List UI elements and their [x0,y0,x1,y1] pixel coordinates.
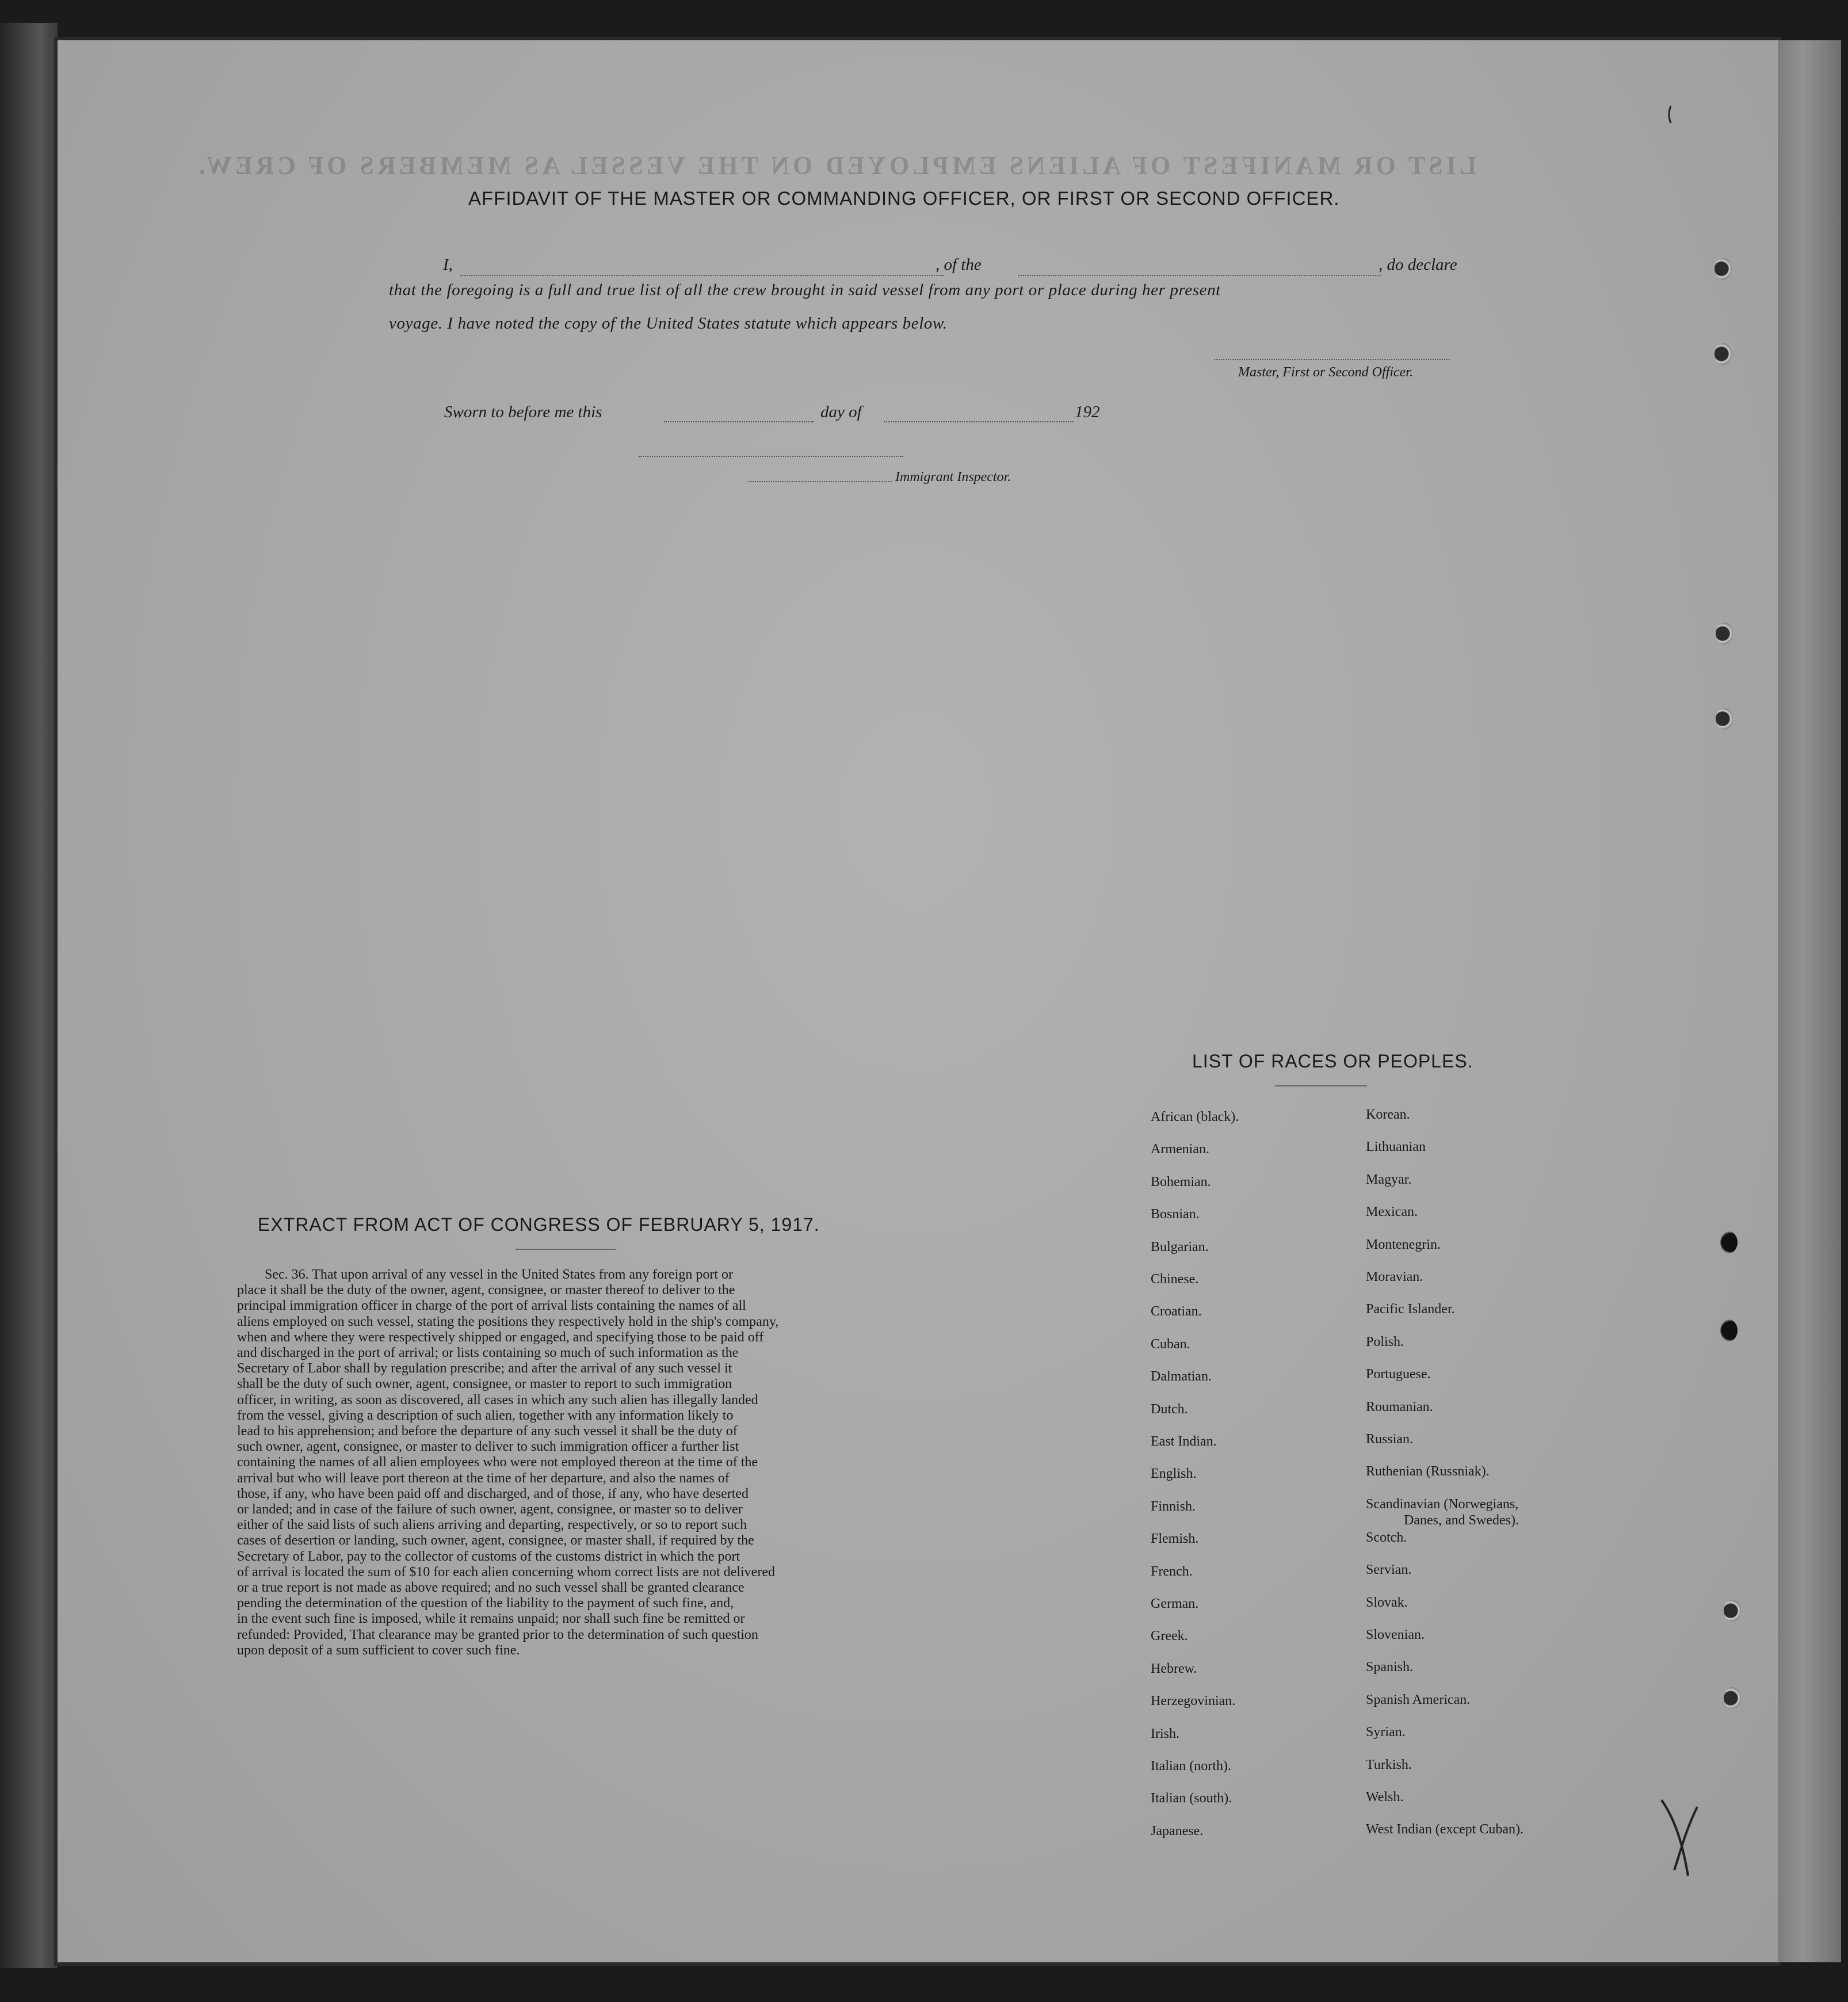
race-item: French. [1151,1564,1193,1579]
race-item: Bohemian. [1151,1174,1211,1189]
affidavit-line1-mid: , of the [936,256,982,274]
inspector-short-line [748,481,892,482]
extract-title: EXTRACT FROM ACT OF CONGRESS OF FEBRUARY 5, 1917. [258,1214,820,1235]
affidavit-line2: that the foregoing is a full and true list of all the crew brought in said vessel from any port or place during her present [389,281,1221,299]
extract-line: or landed; and in case of the failure of such owner, agent, consignee, or master so to deliver [237,1502,743,1517]
race-item: Spanish. [1366,1660,1414,1675]
race-item: Croatian. [1151,1304,1202,1320]
race-item: Ruthenian (Russniak). [1366,1464,1490,1479]
inspector-label: Immigrant Inspector. [895,470,1011,485]
race-item: African (black). [1151,1109,1239,1124]
race-item: Bulgarian. [1151,1239,1209,1254]
extract-line: Secretary of Labor shall by regulation prescribe; and after the arrival of any such vessel it [237,1361,732,1376]
binder-hole [1720,1320,1738,1341]
races-title: LIST OF RACES OR PEOPLES. [1192,1051,1473,1071]
race-item: Magyar. [1366,1172,1412,1187]
race-item: Irish. [1151,1726,1179,1741]
extract-line: from the vessel, giving a description of such alien, together with any information likely to [237,1408,734,1423]
extract-line: Sec. 36. That upon arrival of any vessel in the United States from any foreign port or [265,1267,734,1282]
affidavit-title: AFFIDAVIT OF THE MASTER OR COMMANDING OFFICER, OR FIRST OR SECOND OFFICER. [468,188,1340,209]
race-item: Herzegovinian. [1151,1694,1236,1709]
race-item: Armenian. [1151,1142,1209,1157]
race-item: Moravian. [1366,1269,1423,1284]
affidavit-line3: voyage. I have noted the copy of the United States statute which appears below. [389,314,948,333]
affidavit-line1-start: I, [443,256,453,274]
extract-line: arrival but who will leave port thereon at the time of her departure, and also the names of [237,1470,730,1486]
extract-line: place it shall be the duty of the owner, agent, consignee, or master thereof to deliver to the [237,1283,735,1298]
binder-hole [1715,343,1732,365]
sworn-year: 192 [1075,403,1100,421]
name-blank-line [460,275,944,276]
binder-hole [1724,1600,1741,1622]
race-item: Cuban. [1151,1336,1190,1352]
binder-hole [1716,708,1733,730]
extract-text [237,1267,898,1658]
race-item: Chinese. [1151,1272,1199,1287]
extract-line: either of the said lists of such aliens arriving and departing, respectively, or so to report such [237,1517,747,1533]
extract-line: and discharged in the port of arrival; or lists containing so much of such information as the [237,1345,739,1361]
extract-line: aliens employed on such vessel, stating the positions they respectively hold in the ship's company, [237,1314,779,1329]
extract-body [237,1267,904,1658]
race-item: Pacific Islander. [1366,1302,1455,1317]
race-item: Dalmatian. [1151,1369,1212,1385]
race-item: Scandinavian (Norwegians, [1366,1496,1519,1512]
margin-tick-mark [1663,104,1680,127]
extract-line: upon deposit of a sum sufficient to cover such fine. [237,1642,520,1658]
extract-line: when and where they were respectively shipped or engaged, and specifying those to be paid off [237,1329,764,1345]
race-item: Dutch. [1151,1401,1188,1417]
extract-title-rule [516,1249,616,1250]
race-item: Finnish. [1151,1498,1196,1514]
race-item: Scotch. [1366,1530,1407,1545]
inspector-signature-line [639,456,903,457]
race-item: Russian. [1366,1432,1414,1447]
race-item: English. [1151,1466,1197,1482]
race-item: Slovak. [1366,1595,1408,1610]
race-item: German. [1151,1596,1199,1611]
binder-hole [1715,258,1732,280]
race-item: Portuguese. [1366,1367,1431,1382]
race-item: Flemish. [1151,1531,1199,1547]
left-binding-edge [0,23,58,1968]
sworn-day-line [664,421,814,422]
master-signature-line [1214,359,1450,360]
race-item: East Indian. [1151,1434,1217,1449]
race-item: Korean. [1366,1107,1410,1122]
handwritten-mark [1657,1795,1709,1882]
race-item: West Indian (except Cuban). [1366,1822,1524,1837]
extract-line: refunded: Provided, That clearance may be granted prior to the determination of such question [237,1627,758,1642]
race-item: Bosnian. [1151,1207,1200,1222]
races-title-rule [1275,1085,1367,1086]
race-item: Spanish American. [1366,1692,1471,1707]
race-item: Hebrew. [1151,1661,1197,1676]
race-item: Greek. [1151,1629,1188,1644]
binder-hole [1724,1687,1741,1709]
binder-hole [1720,1231,1738,1253]
race-item: Montenegrin. [1366,1237,1441,1252]
extract-line: such owner, agent, consignee, or master to deliver to such immigration officer a further list [237,1439,739,1455]
extract-line: in the event such fine is imposed, while it remains unpaid; nor shall such fine be remitted or [237,1611,745,1627]
extract-line: shall be the duty of such owner, agent, consignee, or master to report to such immigration [237,1376,732,1392]
extract-line: officer, in writing, as soon as discovered, all cases in which any such alien has illegally landed [237,1392,758,1408]
affidavit-line1-end: , do declare [1379,256,1457,274]
race-item: Slovenian. [1366,1627,1425,1642]
race-item: Japanese. [1151,1823,1204,1839]
sworn-label: Sworn to before me this [444,403,602,421]
extract-line: of arrival is located the sum of $10 for each alien concerning whom correct lists are not delivered [237,1564,775,1580]
race-item: Polish. [1366,1334,1404,1349]
extract-line: pending the determination of the question of the liability to the payment of such fine, and, [237,1596,734,1611]
race-item: Mexican. [1366,1204,1418,1220]
extract-line: those, if any, who have been paid off and discharged, and of those, if any, who have deserted [237,1486,749,1501]
extract-line: lead to his apprehension; and before the departure of any such vessel it shall be the duty of [237,1424,738,1439]
binder-hole [1716,623,1733,645]
race-item: Turkish. [1366,1757,1412,1772]
race-item: Italian (north). [1151,1759,1231,1774]
race-item: Lithuanian [1366,1139,1426,1155]
extract-line: containing the names of all alien employees who were not employed thereon at the time of the [237,1455,758,1470]
race-item: Welsh. [1366,1790,1404,1805]
extract-line: or a true report is not made as above required; and no such vessel shall be granted clearance [237,1580,744,1596]
race-item: Roumanian. [1366,1399,1433,1414]
extract-line: cases of desertion or landing, such owner, agent, consignee, or master shall, if required by the [237,1533,754,1549]
extract-line: Secretary of Labor, pay to the collector of customs of the customs district in which the port [237,1549,740,1564]
race-item: Syrian. [1366,1725,1406,1740]
race-item: Servian. [1366,1562,1412,1578]
right-page-edge [1778,40,1841,1962]
sworn-day-of: day of [820,403,862,421]
race-item: Danes, and Swedes). [1404,1512,1519,1528]
vessel-blank-line [1018,275,1381,276]
master-label: Master, First or Second Officer. [1238,365,1413,380]
bleed-through-header: LIST OR MANIFEST OF ALIENS EMPLOYED ON THE VESSEL AS MEMBERS OF CREW. [196,151,1477,180]
sworn-month-line [884,421,1074,422]
race-item: Italian (south). [1151,1791,1232,1806]
extract-line: principal immigration officer in charge of the port of arrival lists containing the names of all [237,1298,746,1314]
